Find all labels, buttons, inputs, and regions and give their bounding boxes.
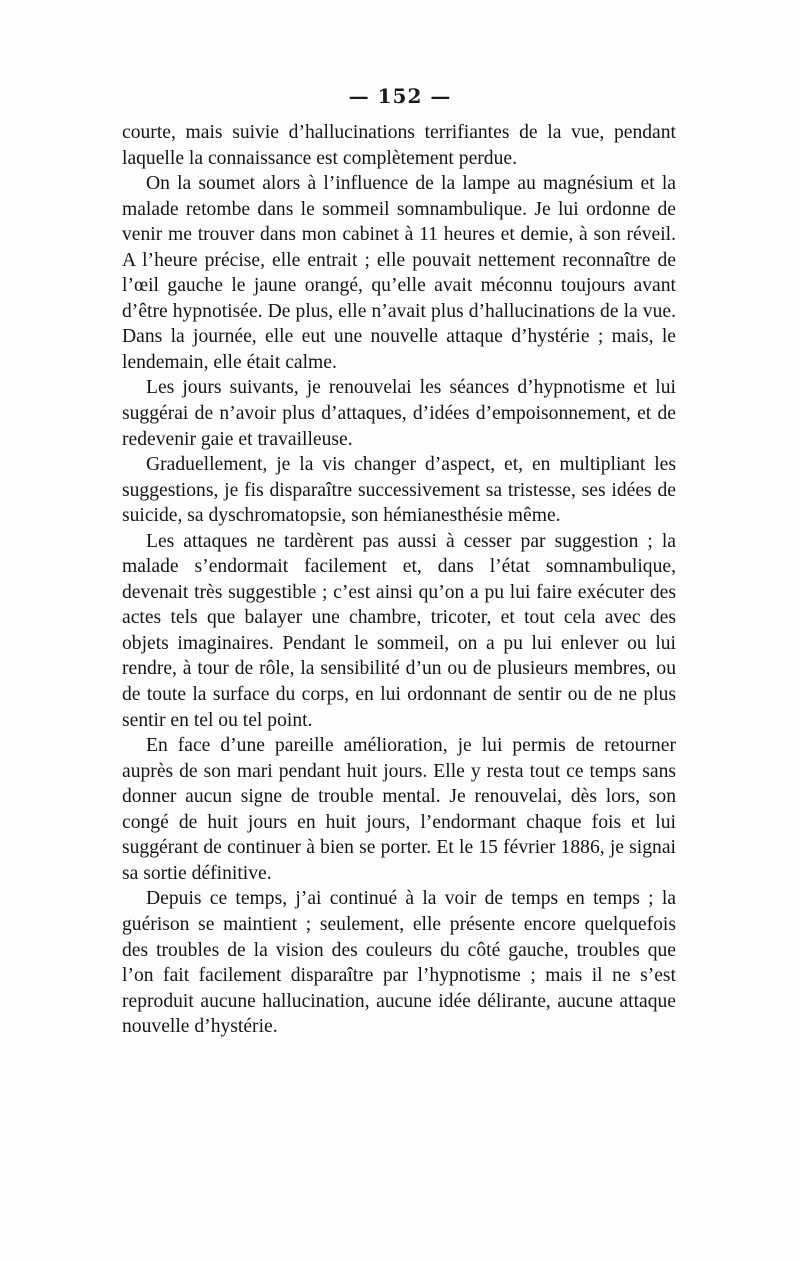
- paragraph-2: On la soumet alors à l’influence de la lampe au magnésium et la malade retombe dans le sommeil somnambulique. Je lui ordonne de venir me trouver dans mon cabinet à 11 heures et demie, à son réveil. A l’heure précise, elle entrait ; elle pouvait nettement reconnaître de l’œil gauche le jaune orangé, qu’elle avait méconnu toujours avant d’être hypnotisée. De plus, elle n’avait plus d’hallucinations de la vue. Dans la journée, elle eut une nouvelle attaque d’hystérie ; mais, le lendemain, elle était calme.: [122, 173, 676, 373]
- paragraph-7: Depuis ce temps, j’ai continué à la voir de temps en temps ; la guérison se maintient ; seulement, elle présente encore quelquefois des troubles de la vision des couleurs du côté gauche, troubles que l’on fait facilement disparaître par l’hypnotisme ; mais il ne s’est reproduit aucune hallucination, aucune idée délirante, aucune attaque nouvelle d’hystérie.: [122, 888, 676, 1038]
- body-text: [122, 120, 676, 1040]
- paragraph-5: Les attaques ne tardèrent pas aussi à cesser par suggestion ; la malade s’endormait facilement et, dans l’état somnambulique, devenait très suggestible ; c’est ainsi qu’on a pu lui faire exécuter des actes tels que balayer une chambre, tricoter, et tout cela avec des objets imaginaires. Pendant le sommeil, on a pu lui enlever ou lui rendre, à tour de rôle, la sensibilité d’un ou de plusieurs membres, ou de toute la surface du corps, en lui ordonnant de sentir ou de ne plus sentir en tel ou tel point.: [122, 530, 676, 731]
- page-number: — 152 —: [348, 84, 452, 108]
- paragraph-6: En face d’une pareille amélioration, je lui permis de retourner auprès de son mari pendant huit jours. Elle y resta tout ce temps sans donner aucun signe de trouble mental. Je renouvelai, dès lors, son congé de huit jours en huit jours, l’endormant chaque fois et lui suggérant de continuer à bien se porter. Et le 15 février 1886, je signai sa sortie définitive.: [122, 735, 676, 884]
- paragraph-3: Les jours suivants, je renouvelai les séances d’hypnotisme et lui suggérai de n’avoir plus d’attaques, d’idées d’empoisonnement, et de redevenir gaie et travailleuse.: [122, 377, 676, 450]
- paragraph-1: courte, mais suivie d’hallucinations terrifiantes de la vue, pendant laquelle la connaissance est complètement perdue.: [122, 122, 676, 169]
- paragraph-4: Graduellement, je la vis changer d’aspect, et, en multipliant les suggestions, je fis disparaître successivement sa tristesse, ses idées de suicide, sa dyschromatopsie, son hémianesthésie même.: [122, 454, 676, 527]
